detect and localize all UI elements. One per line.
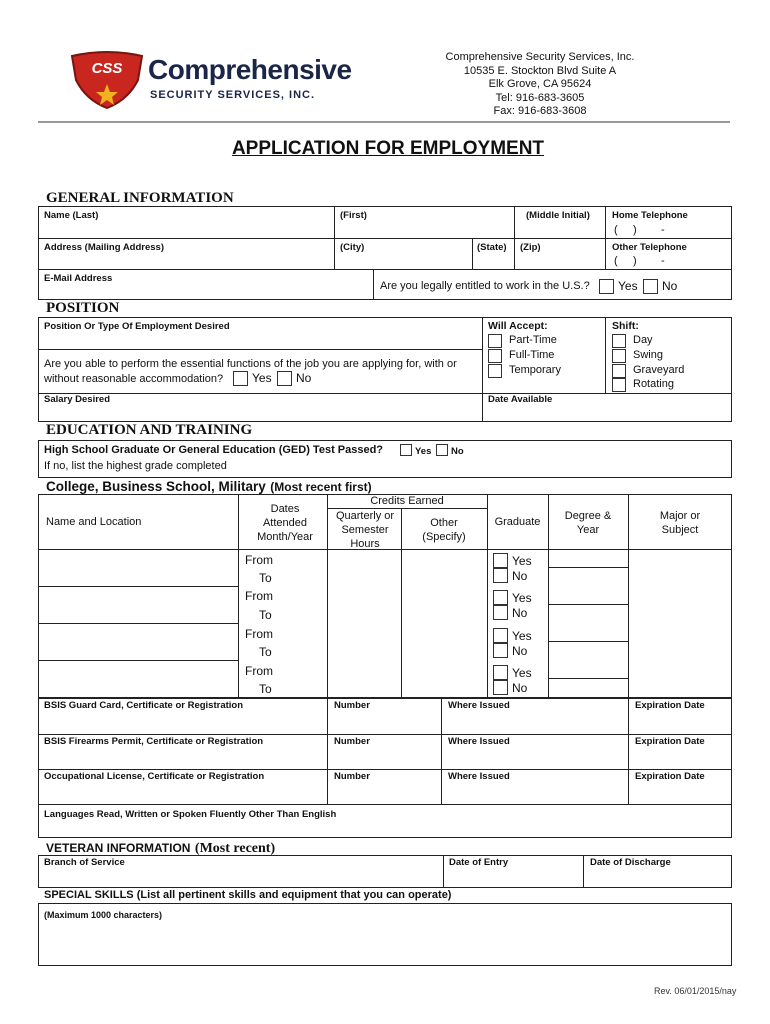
hs-yes-checkbox[interactable] — [400, 444, 412, 456]
special-skills-heading: SPECIAL SKILLS (List all pertinent skills and equipment that you can operate) — [44, 889, 452, 901]
zip-field[interactable]: (Zip) — [520, 242, 541, 253]
row2-from[interactable]: From — [245, 589, 273, 603]
shield-icon — [68, 50, 146, 110]
logo-badge: CSS — [91, 60, 123, 77]
address-field[interactable]: Address (Mailing Address) — [44, 242, 165, 253]
row4-grad-yes-label: Yes — [512, 666, 532, 680]
row3-grad-yes-checkbox[interactable] — [493, 628, 508, 643]
guard-card-number[interactable]: Number — [334, 700, 370, 711]
row4-to[interactable]: To — [259, 682, 272, 696]
occupational-number[interactable]: Number — [334, 771, 370, 782]
row4-grad-no-label: No — [512, 681, 528, 695]
branch-of-service-field[interactable]: Branch of Service — [44, 857, 125, 868]
row3-grad-yes-label: Yes — [512, 629, 532, 643]
col-graduate: Graduate — [494, 516, 541, 528]
rotating-shift-label: Rotating — [633, 378, 674, 390]
section-general: GENERAL INFORMATION — [46, 190, 234, 206]
row1-grad-no-checkbox[interactable] — [493, 568, 508, 583]
date-of-entry-field[interactable]: Date of Entry — [449, 857, 509, 868]
highest-grade-note: If no, list the highest grade completed — [44, 460, 227, 472]
name-last-field[interactable]: Name (Last) — [44, 210, 99, 221]
essential-no-label: No — [296, 371, 312, 385]
firearms-expiration[interactable]: Expiration Date — [635, 736, 705, 747]
first-name-field[interactable]: (First) — [340, 210, 367, 221]
legal-work-question: Are you legally entitled to work in the U.S.? — [380, 280, 590, 292]
essential-no-checkbox[interactable] — [277, 371, 292, 386]
row3-from[interactable]: From — [245, 627, 273, 641]
occupational-where[interactable]: Where Issued — [448, 771, 510, 782]
occupational-expiration[interactable]: Expiration Date — [635, 771, 705, 782]
logo-name: Comprehensive — [148, 54, 352, 85]
legal-no-label: No — [662, 279, 678, 293]
swing-shift-label: Swing — [633, 349, 663, 361]
row4-grad-yes-checkbox[interactable] — [493, 665, 508, 680]
company-logo — [68, 50, 353, 110]
col-dates-attended: Dates Attended Month/Year — [257, 503, 313, 543]
section-position: POSITION — [46, 300, 120, 316]
hs-no-checkbox[interactable] — [436, 444, 448, 456]
middle-initial-field[interactable]: (Middle Initial) — [526, 210, 590, 221]
row2-grad-no-label: No — [512, 606, 528, 620]
high-school-question: High School Graduate Or General Education (GED) Test Passed? — [44, 444, 384, 456]
salary-desired-field[interactable]: Salary Desired — [44, 394, 111, 405]
address-line: 10535 E. Stockton Blvd Suite A — [463, 64, 617, 77]
temporary-checkbox[interactable] — [488, 364, 502, 378]
hs-yes-label: Yes — [415, 446, 432, 457]
logo-subtitle: SECURITY SERVICES, INC. — [150, 89, 316, 101]
graveyard-shift-checkbox[interactable] — [612, 364, 626, 378]
position-desired-field[interactable]: Position Or Type Of Employment Desired — [44, 321, 230, 332]
row2-grad-yes-label: Yes — [512, 591, 532, 605]
college-heading-title: College, Business School, Military — [46, 479, 266, 494]
hs-no-label: No — [451, 446, 464, 457]
shift-label: Shift: — [612, 320, 639, 332]
legal-yes-checkbox[interactable] — [599, 279, 614, 294]
other-telephone-format: ( ) - — [614, 255, 665, 267]
date-available-field[interactable]: Date Available — [488, 394, 553, 405]
bsis-firearms-field[interactable]: BSIS Firearms Permit, Certificate or Registration — [44, 736, 264, 747]
essential-yes-checkbox[interactable] — [233, 371, 248, 386]
col-name-location: Name and Location — [46, 516, 142, 528]
email-field[interactable]: E-Mail Address — [44, 273, 113, 284]
city-field[interactable]: (City) — [340, 242, 365, 253]
address-line: Fax: 916-683-3608 — [493, 105, 587, 117]
col-quarterly-hours: Quarterly or Semester Hours — [335, 510, 395, 550]
swing-shift-checkbox[interactable] — [612, 349, 626, 363]
legal-yes-label: Yes — [618, 279, 638, 293]
essential-functions-question: Are you able to perform the essential functions of the job you are applying for, with or — [44, 358, 457, 370]
legal-no-checkbox[interactable] — [643, 279, 658, 294]
full-time-checkbox[interactable] — [488, 349, 502, 363]
firearms-where[interactable]: Where Issued — [448, 736, 510, 747]
part-time-label: Part-Time — [509, 334, 557, 346]
college-heading-note: (Most recent first) — [270, 480, 372, 494]
row3-grad-no-label: No — [512, 644, 528, 658]
row1-grad-yes-checkbox[interactable] — [493, 553, 508, 568]
row1-to[interactable]: To — [259, 571, 272, 585]
temporary-label: Temporary — [509, 364, 561, 376]
col-major-subject: Major or Subject — [659, 510, 701, 536]
col-degree-year: Degree & Year — [564, 510, 612, 536]
address-line: Comprehensive Security Services, Inc. — [445, 51, 635, 63]
row2-grad-no-checkbox[interactable] — [493, 605, 508, 620]
day-shift-label: Day — [633, 334, 653, 346]
address-line: Tel: 916-683-3605 — [495, 91, 585, 104]
home-telephone-format: ( ) - — [614, 224, 665, 236]
page-title: APPLICATION FOR EMPLOYMENT — [231, 138, 545, 159]
full-time-label: Full-Time — [509, 349, 555, 361]
veteran-heading: VETERAN INFORMATION — [46, 841, 191, 855]
other-telephone-field[interactable]: Other Telephone — [612, 242, 687, 253]
section-education: EDUCATION AND TRAINING — [46, 422, 253, 438]
row1-grad-no-label: No — [512, 569, 528, 583]
header-divider — [38, 121, 730, 123]
row1-from[interactable]: From — [245, 553, 273, 567]
special-skills-note: (Maximum 1000 characters) — [44, 910, 163, 920]
guard-card-expiration[interactable]: Expiration Date — [635, 700, 705, 711]
guard-card-where[interactable]: Where Issued — [448, 700, 510, 711]
row2-grad-yes-checkbox[interactable] — [493, 590, 508, 605]
occupational-license-field[interactable]: Occupational License, Certificate or Registration — [44, 771, 265, 782]
state-field[interactable]: (State) — [477, 242, 507, 253]
will-accept-label: Will Accept: — [488, 320, 548, 332]
address-line: Elk Grove, CA 95624 — [488, 78, 592, 90]
revision-note: Rev. 06/01/2015/nay — [654, 986, 737, 996]
row3-grad-no-checkbox[interactable] — [493, 643, 508, 658]
col-other-specify: Other (Specify) — [422, 517, 466, 543]
company-address — [440, 51, 640, 119]
essential-yes-label: Yes — [252, 371, 272, 385]
row1-grad-yes-label: Yes — [512, 554, 532, 568]
rotating-shift-checkbox[interactable] — [612, 378, 626, 392]
essential-functions-question-cont: without reasonable accommodation? — [44, 373, 224, 385]
col-credits-earned: Credits Earned — [370, 495, 444, 507]
bsis-guard-card-field[interactable]: BSIS Guard Card, Certificate or Registration — [44, 700, 244, 711]
part-time-checkbox[interactable] — [488, 334, 502, 348]
home-telephone-field[interactable]: Home Telephone — [612, 210, 688, 221]
languages-field[interactable]: Languages Read, Written or Spoken Fluently Other Than English — [44, 809, 337, 820]
row2-to[interactable]: To — [259, 608, 272, 622]
date-of-discharge-field[interactable]: Date of Discharge — [590, 857, 671, 868]
day-shift-checkbox[interactable] — [612, 334, 626, 348]
row3-to[interactable]: To — [259, 645, 272, 659]
graveyard-shift-label: Graveyard — [633, 364, 685, 376]
row4-from[interactable]: From — [245, 664, 273, 678]
veteran-heading-note: (Most recent) — [194, 841, 276, 856]
firearms-number[interactable]: Number — [334, 736, 370, 747]
row4-grad-no-checkbox[interactable] — [493, 680, 508, 695]
